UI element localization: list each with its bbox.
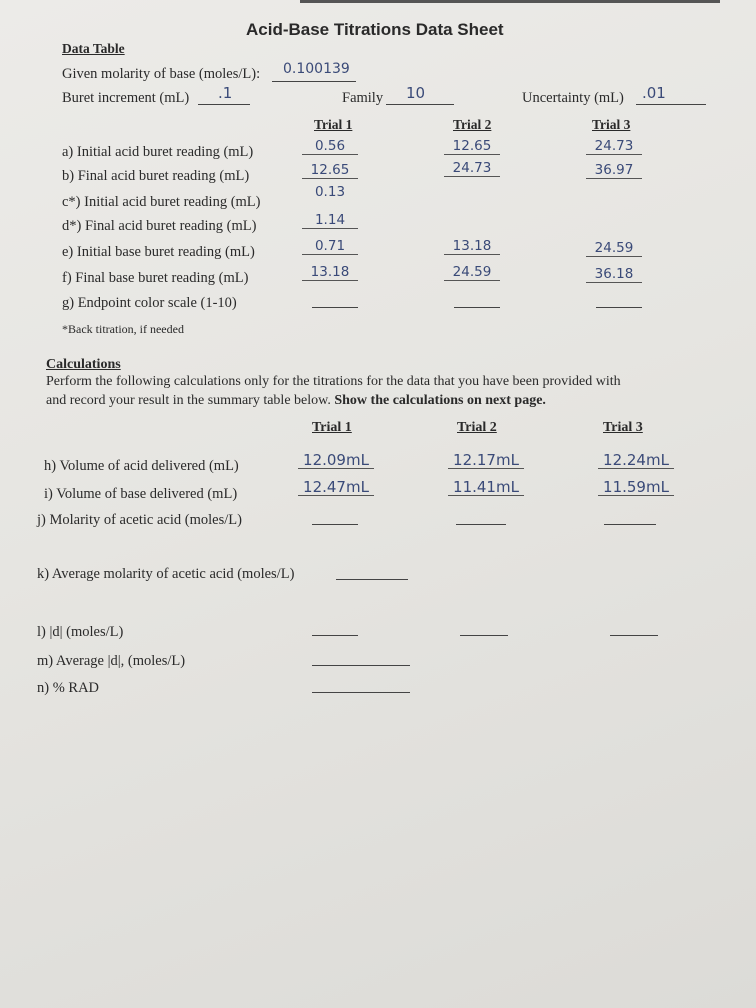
row-e-trial-3: 24.59	[586, 240, 642, 257]
calc-trial-3-header: Trial 3	[603, 420, 643, 435]
row-h-trial-1: 12.09mL	[298, 452, 374, 469]
row-j-label: j) Molarity of acetic acid (moles/L)	[37, 512, 242, 528]
row-i-label: i) Volume of base delivered (mL)	[44, 486, 238, 502]
data-table-heading: Data Table	[62, 41, 125, 56]
row-i-trial-3: 11.59mL	[598, 479, 674, 496]
given-molarity-label: Given molarity of base (moles/L):	[62, 66, 261, 82]
row-a-trial-3: 24.73	[586, 138, 642, 155]
row-e-trial-1: 0.71	[302, 238, 358, 255]
row-b-trial-1: 12.65	[302, 162, 358, 179]
uncertainty-value: .01	[642, 84, 666, 102]
row-l-trial-3-blank	[610, 635, 658, 636]
row-d-label: d*) Final acid buret reading (mL)	[62, 218, 257, 234]
row-m-blank	[312, 665, 410, 666]
given-molarity-line	[272, 81, 356, 82]
row-n-label: n) % RAD	[37, 680, 100, 696]
row-b-trial-3: 36.97	[586, 162, 642, 179]
row-f-label: f) Final base buret reading (mL)	[62, 270, 249, 286]
uncertainty-label: Uncertainty (mL)	[522, 90, 624, 106]
row-g-label: g) Endpoint color scale (1-10)	[62, 295, 237, 311]
calculations-instructions-2-text: and record your result in the summary table below.	[46, 393, 331, 408]
row-k-label: k) Average molarity of acetic acid (moles/L)	[37, 566, 295, 582]
calculations-instructions-2	[46, 393, 546, 409]
row-l-trial-2-blank	[460, 635, 508, 636]
data-trial-1-header: Trial 1	[314, 117, 353, 132]
family-line	[386, 104, 454, 105]
buret-increment-label: Buret increment (mL)	[62, 90, 190, 106]
given-molarity-value: 0.100139	[283, 61, 350, 77]
top-edge-rule	[300, 0, 720, 3]
row-l-trial-1-blank	[312, 635, 358, 636]
back-titration-footnote: *Back titration, if needed	[62, 322, 184, 336]
row-c-label: c*) Initial acid buret reading (mL)	[62, 194, 261, 210]
row-g-trial-1-blank	[312, 307, 358, 308]
row-f-trial-3: 36.18	[586, 266, 642, 283]
calculations-heading: Calculations	[46, 357, 121, 372]
row-a-label: a) Initial acid buret reading (mL)	[62, 144, 254, 160]
row-i-trial-2: 11.41mL	[448, 479, 524, 496]
family-value: 10	[406, 84, 426, 102]
row-f-trial-1: 13.18	[302, 264, 358, 281]
row-h-label: h) Volume of acid delivered (mL)	[44, 458, 239, 474]
row-g-trial-3-blank	[596, 307, 642, 308]
row-m-label: m) Average |d|, (moles/L)	[37, 653, 186, 669]
uncertainty-line	[636, 104, 706, 105]
row-i-trial-1: 12.47mL	[298, 479, 374, 496]
row-c-trial-1: 0.13	[314, 184, 346, 200]
calc-trial-2-header: Trial 2	[457, 420, 497, 435]
row-j-trial-2-blank	[456, 524, 506, 525]
calc-trial-1-header: Trial 1	[312, 420, 352, 435]
row-j-trial-1-blank	[312, 524, 358, 525]
row-l-label: l) |d| (moles/L)	[37, 624, 124, 640]
buret-increment-line	[198, 104, 250, 105]
row-k-blank	[336, 579, 408, 580]
row-a-trial-1: 0.56	[302, 138, 358, 155]
row-b-trial-2: 24.73	[444, 160, 500, 177]
row-g-trial-2-blank	[454, 307, 500, 308]
row-a-trial-2: 12.65	[444, 138, 500, 155]
row-n-blank	[312, 692, 410, 693]
row-j-trial-3-blank	[604, 524, 656, 525]
row-f-trial-2: 24.59	[444, 264, 500, 281]
calculations-instructions-1: Perform the following calculations only for the titrations for the data that you have been provided with	[46, 374, 621, 389]
row-h-trial-2: 12.17mL	[448, 452, 524, 469]
data-trial-3-header: Trial 3	[592, 117, 631, 132]
family-label: Family	[342, 90, 384, 106]
buret-increment-value: .1	[218, 84, 233, 102]
row-h-trial-3: 12.24mL	[598, 452, 674, 469]
calculations-instructions-bold: Show the calculations on next page.	[334, 393, 546, 408]
row-b-label: b) Final acid buret reading (mL)	[62, 168, 250, 184]
data-trial-2-header: Trial 2	[453, 117, 492, 132]
row-e-trial-2: 13.18	[444, 238, 500, 255]
row-d-trial-1: 1.14	[302, 212, 358, 229]
page-title: Acid-Base Titrations Data Sheet	[246, 20, 504, 39]
row-e-label: e) Initial base buret reading (mL)	[62, 244, 255, 260]
